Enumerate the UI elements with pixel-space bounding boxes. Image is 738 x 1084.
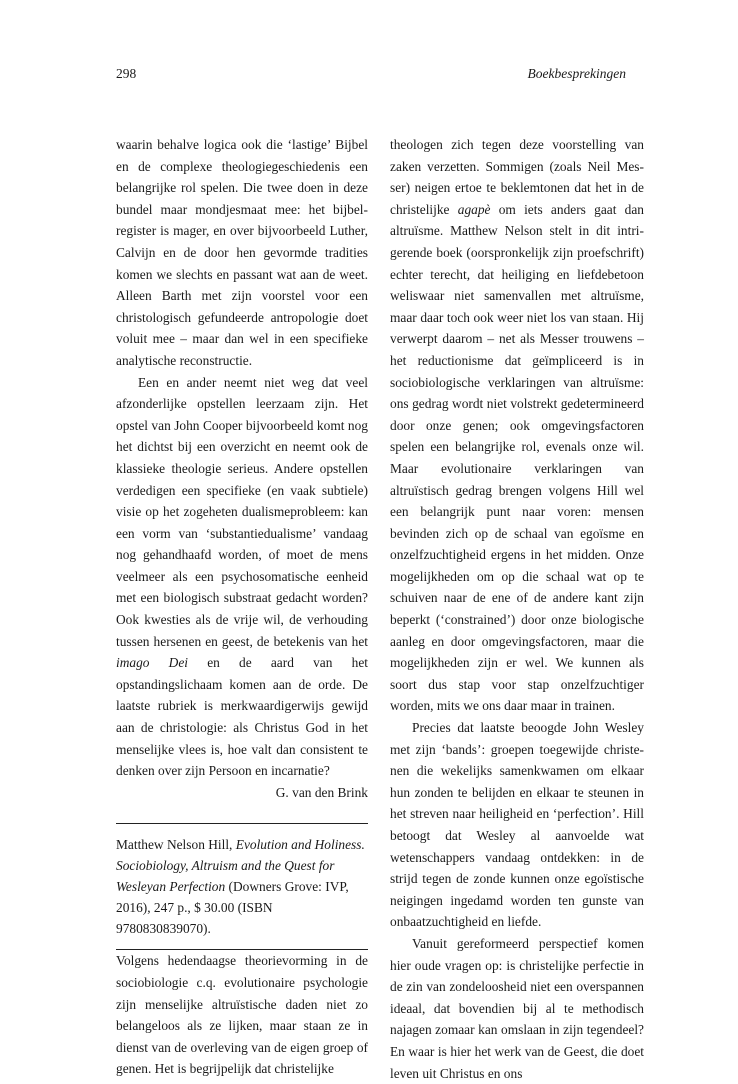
paragraph-text: om iets anders gaat dan altruïsme. Matthew Nelson stelt in dit intrigerende boek (oorspronkelijk zijn proefschrift) echter terecht, dat heiliging en liefdebetoon weliswaar niet samenvallen met altruïsme, maar daar toch ook weer niet los van staan. Hij verwerpt daarom – net als Messer trouwens – het reductionisme dat geïmpliceerd is in sociobiologische verklaringen van altruïsme: ons gedrag wordt niet volstrekt gedetermineerd door onze genen; ook omgevingsfactoren spelen een belangrijke rol, evenals onze wil. Maar evolutionaire verklaringen van altruïstisch gedrag brengen volgens Hill wel een belangrijk punt naar voren: mensen bevinden zich op de schaal van egoïsme en onzelfzuchtigheid ergens in het midden. Onze mogelijkheden om op die schaal wat op te schuiven naar de ene of de andere kant zijn beperkt (‘constrained’) door onze biologische aanleg en door omgevingsfactoren, maar die mogelijkheden zijn er wel. We kunnen als soort dus stap voor stap onzelfzuchtiger worden, mits we ons daar maar in trainen. xyxy=(390,201,645,714)
left-column xyxy=(116,134,368,1080)
right-column xyxy=(390,134,644,1084)
book-title: Evolution and Holiness. Sociobiology, Altruism and the Quest for Wesleyan Perfection xyxy=(116,837,365,895)
paragraph-continued xyxy=(390,134,644,717)
paragraph-essays xyxy=(116,372,368,782)
paragraph-continued: waarin behalve logica ook die ‘lastige’ Bijbel en de complexe theologiegeschiedenis een belangrijke rol spelen. Die twee doen in deze bundel maar mondjesmaat mee: het bijbelregister is mager, en over bijvoorbeeld Luther, Calvijn en de door hen gevormde tradities komen we slechts en passant wat aan de weet. Alleen Barth met zijn voorstel voor een christologisch gefundeerde antropologie doet voluit mee – maar dan wel in een specifieke analytische reconstructie. xyxy=(116,137,368,368)
paragraph-review-start: Volgens hedendaagse theorievorming in de sociobiologie c.q. evolutionaire psychologie zijn menselijke altruïstische daden niet zo belangeloos als ze lijken, maar staan ze in dienst van de overleving van de eigen groep of genen. Het is begrijpelijk dat christelijke xyxy=(116,953,368,1077)
running-head: Boekbesprekingen xyxy=(527,66,626,81)
italic-term: agapè xyxy=(457,201,491,217)
paragraph-text: Een en ander neemt niet weg dat veel afzonderlijke opstellen leerzaam zijn. Het opstel van John Cooper bijvoorbeeld komt nog het dichtst bij een overzicht en neemt ook de klassieke theologie serieus. Andere opstellen verdedigen een specifieke (en vaak subtiele) visie op het zogeheten dualismeprobleem: kan een vorm van ‘substantiedualisme’ vandaag nog gehandhaafd worden, of moet de mens veelmeer als een psychosomatische eenheid met een biologisch substraat gedacht worden? Ook kwesties als de vrije wil, de verhouding tussen hersenen en geest, de betekenis van het xyxy=(116,374,368,649)
book-details: (Downers Grove: IVP, 2016), 247 p., $ 30.00 (ISBN 9780830839070). xyxy=(116,879,349,937)
paragraph-reformed: Vanuit gereformeerd perspectief komen hier oude vragen op: is christelijke perfectie in de zin van zondeloosheid niet een overspannen ideaal, dat bovendien bij al te methodisch najagen zomaar kan omslaan in zijn tegendeel? En waar is hier het werk van de Geest, die doet leven uit Christus en ons xyxy=(390,935,644,1081)
review-signature: G. van den Brink xyxy=(275,784,368,800)
italic-term: imago Dei xyxy=(116,655,189,671)
book-reference xyxy=(116,824,368,949)
paragraph-text: theologen zich tegen deze voorstelling van zaken verzetten. Sommigen (zoals Neil Messer) neigen ertoe te beklemtonen dat het in de christelijke xyxy=(390,137,644,217)
paragraph-text: en de aard van het opstandingslichaam komen aan de orde. De laatste rubriek is merkwaardigerwijs gewijd aan de christologie: als Christus God in het menselijke vlees is, hoe valt dan consistent te denken over zijn Persoon en incarnatie? xyxy=(116,655,368,779)
paragraph-wesley: Precies dat laatste beoogde John Wesley met zijn ‘bands’: groepen toegewijde christenen die wekelijks samenkwamen om elkaar hun zonden te belijden en elkaar te steunen in het streven naar heiligheid en ‘perfection’. Hill betoogt dat Wesley al aanvoelde wat wetenschappers vandaag ontdekken: in de strijd tegen de zonde kunnen onze egoïstische neigingen ingedamd worden ten gunste van onbaatzuchtigheid en liefde. xyxy=(390,720,644,930)
page-number: 298 xyxy=(116,66,137,81)
book-author: Matthew Nelson Hill, xyxy=(116,837,236,853)
